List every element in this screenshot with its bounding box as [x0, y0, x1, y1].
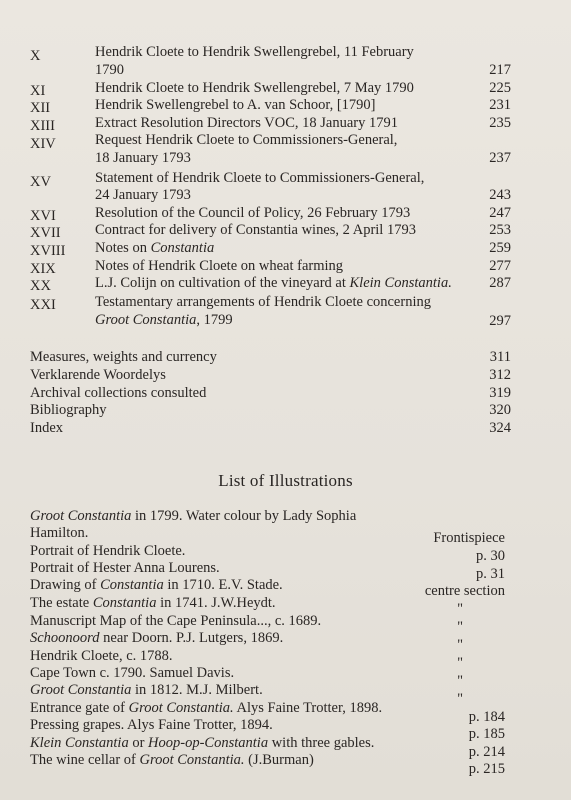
- illustration-item: [30, 630, 283, 647]
- illustration-page: p. 214: [468, 744, 505, 760]
- entry-number: XV: [30, 174, 51, 190]
- illustration-italic: Klein Constantia: [30, 735, 129, 751]
- illustration-page: p. 184: [468, 709, 505, 725]
- entry-page: 277: [489, 258, 511, 274]
- entry-title: Testamentary arrangements of Hendrik Cloete concerning: [95, 294, 431, 310]
- back-matter-page: 324: [489, 420, 511, 436]
- entry-number: XX: [30, 278, 51, 294]
- illustration-text: (J.Burman): [244, 752, 314, 768]
- illustration-item: [30, 735, 374, 752]
- illustration-text: Drawing of: [30, 577, 101, 593]
- entry-page: 287: [489, 275, 511, 291]
- entry-number: XIX: [30, 261, 56, 277]
- back-matter-label: Verklarende Woordelys: [30, 367, 166, 383]
- illustration-page: ": [457, 637, 463, 653]
- illustration-italic: Constantia: [100, 577, 164, 593]
- entry-page: 243: [489, 187, 511, 203]
- entry-number: XVI: [30, 208, 56, 224]
- entry-title: Resolution of the Council of Policy, 26 February 1793: [95, 205, 411, 221]
- back-matter-page: 311: [489, 349, 511, 365]
- entry-page: 259: [489, 240, 511, 256]
- illustration-page: Frontispiece: [433, 530, 505, 546]
- illustration-text: Alys Faine Trotter, 1898.: [233, 700, 383, 716]
- entry-title: Statement of Hendrik Cloete to Commissioners-General,: [95, 170, 425, 186]
- illustration-page: p. 185: [468, 726, 505, 742]
- entry-title: Hendrik Swellengrebel to A. van Schoor, [1790]: [95, 97, 376, 113]
- illustrations-heading: List of Illustrations: [218, 471, 353, 490]
- illustration-item: Portrait of Hester Anna Lourens.: [30, 560, 220, 576]
- back-matter-page: 319: [489, 385, 511, 401]
- illustration-text: in 1741. J.W.Heydt.: [156, 595, 276, 611]
- illustration-item: [30, 700, 382, 717]
- entry-number: XI: [30, 83, 46, 99]
- illustration-page: p. 30: [476, 548, 505, 564]
- entry-page: 297: [489, 313, 511, 329]
- illustration-text: The estate: [30, 595, 93, 611]
- entry-page: 217: [489, 62, 511, 78]
- illustration-italic: Groot Constantia: [30, 508, 132, 524]
- illustration-text: in 1812. M.J. Milbert.: [131, 682, 263, 698]
- entry-title-italic: Groot Constantia: [95, 312, 197, 328]
- entry-title: Hendrik Cloete to Hendrik Swellengrebel, 7 May 1790: [95, 80, 414, 96]
- illustration-page: ": [457, 691, 463, 707]
- back-matter-label: Bibliography: [30, 402, 107, 418]
- illustration-text: or: [128, 735, 149, 751]
- entry-number: XIII: [30, 118, 55, 134]
- entry-title: [95, 240, 214, 257]
- entry-title-italic: Constantia: [150, 240, 215, 256]
- entry-number: XXI: [30, 297, 56, 313]
- entry-number: XIV: [30, 136, 56, 152]
- illustration-text: with three gables.: [268, 735, 375, 751]
- illustration-italic: Constantia: [92, 595, 157, 611]
- illustration-item: Hendrik Cloete, c. 1788.: [30, 648, 173, 664]
- entry-title-continued: 24 January 1793: [95, 187, 191, 203]
- illustration-text: near Doorn. P.J. Lutgers, 1869.: [99, 630, 284, 646]
- entry-title-text: Notes on: [95, 240, 151, 256]
- entry-title: Extract Resolution Directors VOC, 18 January 1791: [95, 115, 398, 131]
- illustration-text: in 1710. E.V. Stade.: [163, 577, 283, 593]
- illustration-page: ": [457, 601, 463, 617]
- illustration-item: Portrait of Hendrik Cloete.: [30, 543, 186, 559]
- illustration-item: [30, 682, 263, 699]
- back-matter-label: Index: [30, 420, 64, 436]
- illustration-item: [30, 595, 276, 612]
- illustration-item: [30, 752, 314, 769]
- entry-title-continued: 18 January 1793: [95, 150, 191, 166]
- entry-number: X: [30, 48, 41, 64]
- entry-page: 247: [489, 205, 511, 221]
- entry-number: XVII: [30, 225, 61, 241]
- illustration-italic: Groot Constantia: [30, 682, 132, 698]
- illustration-item: Pressing grapes. Alys Faine Trotter, 1894.: [30, 717, 273, 733]
- entry-page: 237: [489, 150, 511, 166]
- entry-title-text: , 1799: [196, 312, 233, 328]
- illustration-item: [30, 577, 283, 594]
- illustration-italic: Groot Constantia.: [139, 752, 245, 768]
- entry-title-text: L.J. Colijn on cultivation of the vineyard at: [95, 275, 350, 291]
- illustration-item: Manuscript Map of the Cape Peninsula..., c. 1689.: [30, 613, 322, 629]
- entry-page: 253: [489, 222, 511, 238]
- entry-number: XVIII: [30, 243, 66, 259]
- illustration-page: ": [457, 619, 463, 635]
- illustration-page: p. 31: [476, 566, 505, 582]
- illustration-italic: Groot Constantia.: [128, 700, 234, 716]
- illustration-page: ": [457, 655, 463, 671]
- illustration-text: in 1799. Water colour by Lady Sophia: [131, 508, 357, 524]
- entry-page: 235: [489, 115, 511, 131]
- entry-title: [95, 275, 452, 292]
- back-matter-label: Measures, weights and currency: [30, 349, 217, 365]
- illustration-text: Entrance gate of: [30, 700, 129, 716]
- back-matter-label: Archival collections consulted: [30, 385, 207, 401]
- back-matter-page: 312: [489, 367, 511, 383]
- entry-title: Contract for delivery of Constantia wines, 2 April 1793: [95, 222, 416, 238]
- illustration-page: p. 215: [468, 761, 505, 777]
- entry-page: 225: [489, 80, 511, 96]
- entry-title: Notes of Hendrik Cloete on wheat farming: [95, 258, 344, 274]
- entry-page: 231: [489, 97, 511, 113]
- illustration-page: centre section: [424, 583, 505, 599]
- entry-title: Request Hendrik Cloete to Commissioners-General,: [95, 132, 398, 148]
- illustration-item: Cape Town c. 1790. Samuel Davis.: [30, 665, 235, 681]
- illustration-italic: Hoop-op-Constantia: [148, 735, 269, 751]
- illustration-item: Hamilton.: [30, 525, 89, 541]
- entry-title-continued: [95, 312, 233, 329]
- illustration-italic: Schoonoord: [30, 630, 100, 646]
- entry-title-continued: 1790: [95, 62, 124, 78]
- illustration-item: [30, 508, 356, 525]
- illustration-page: ": [457, 673, 463, 689]
- entry-title: Hendrik Cloete to Hendrik Swellengrebel, 11 February: [95, 44, 414, 60]
- back-matter-page: 320: [489, 402, 511, 418]
- entry-title-italic: Klein Constantia.: [349, 275, 452, 291]
- entry-number: XII: [30, 100, 51, 116]
- illustration-text: The wine cellar of: [30, 752, 140, 768]
